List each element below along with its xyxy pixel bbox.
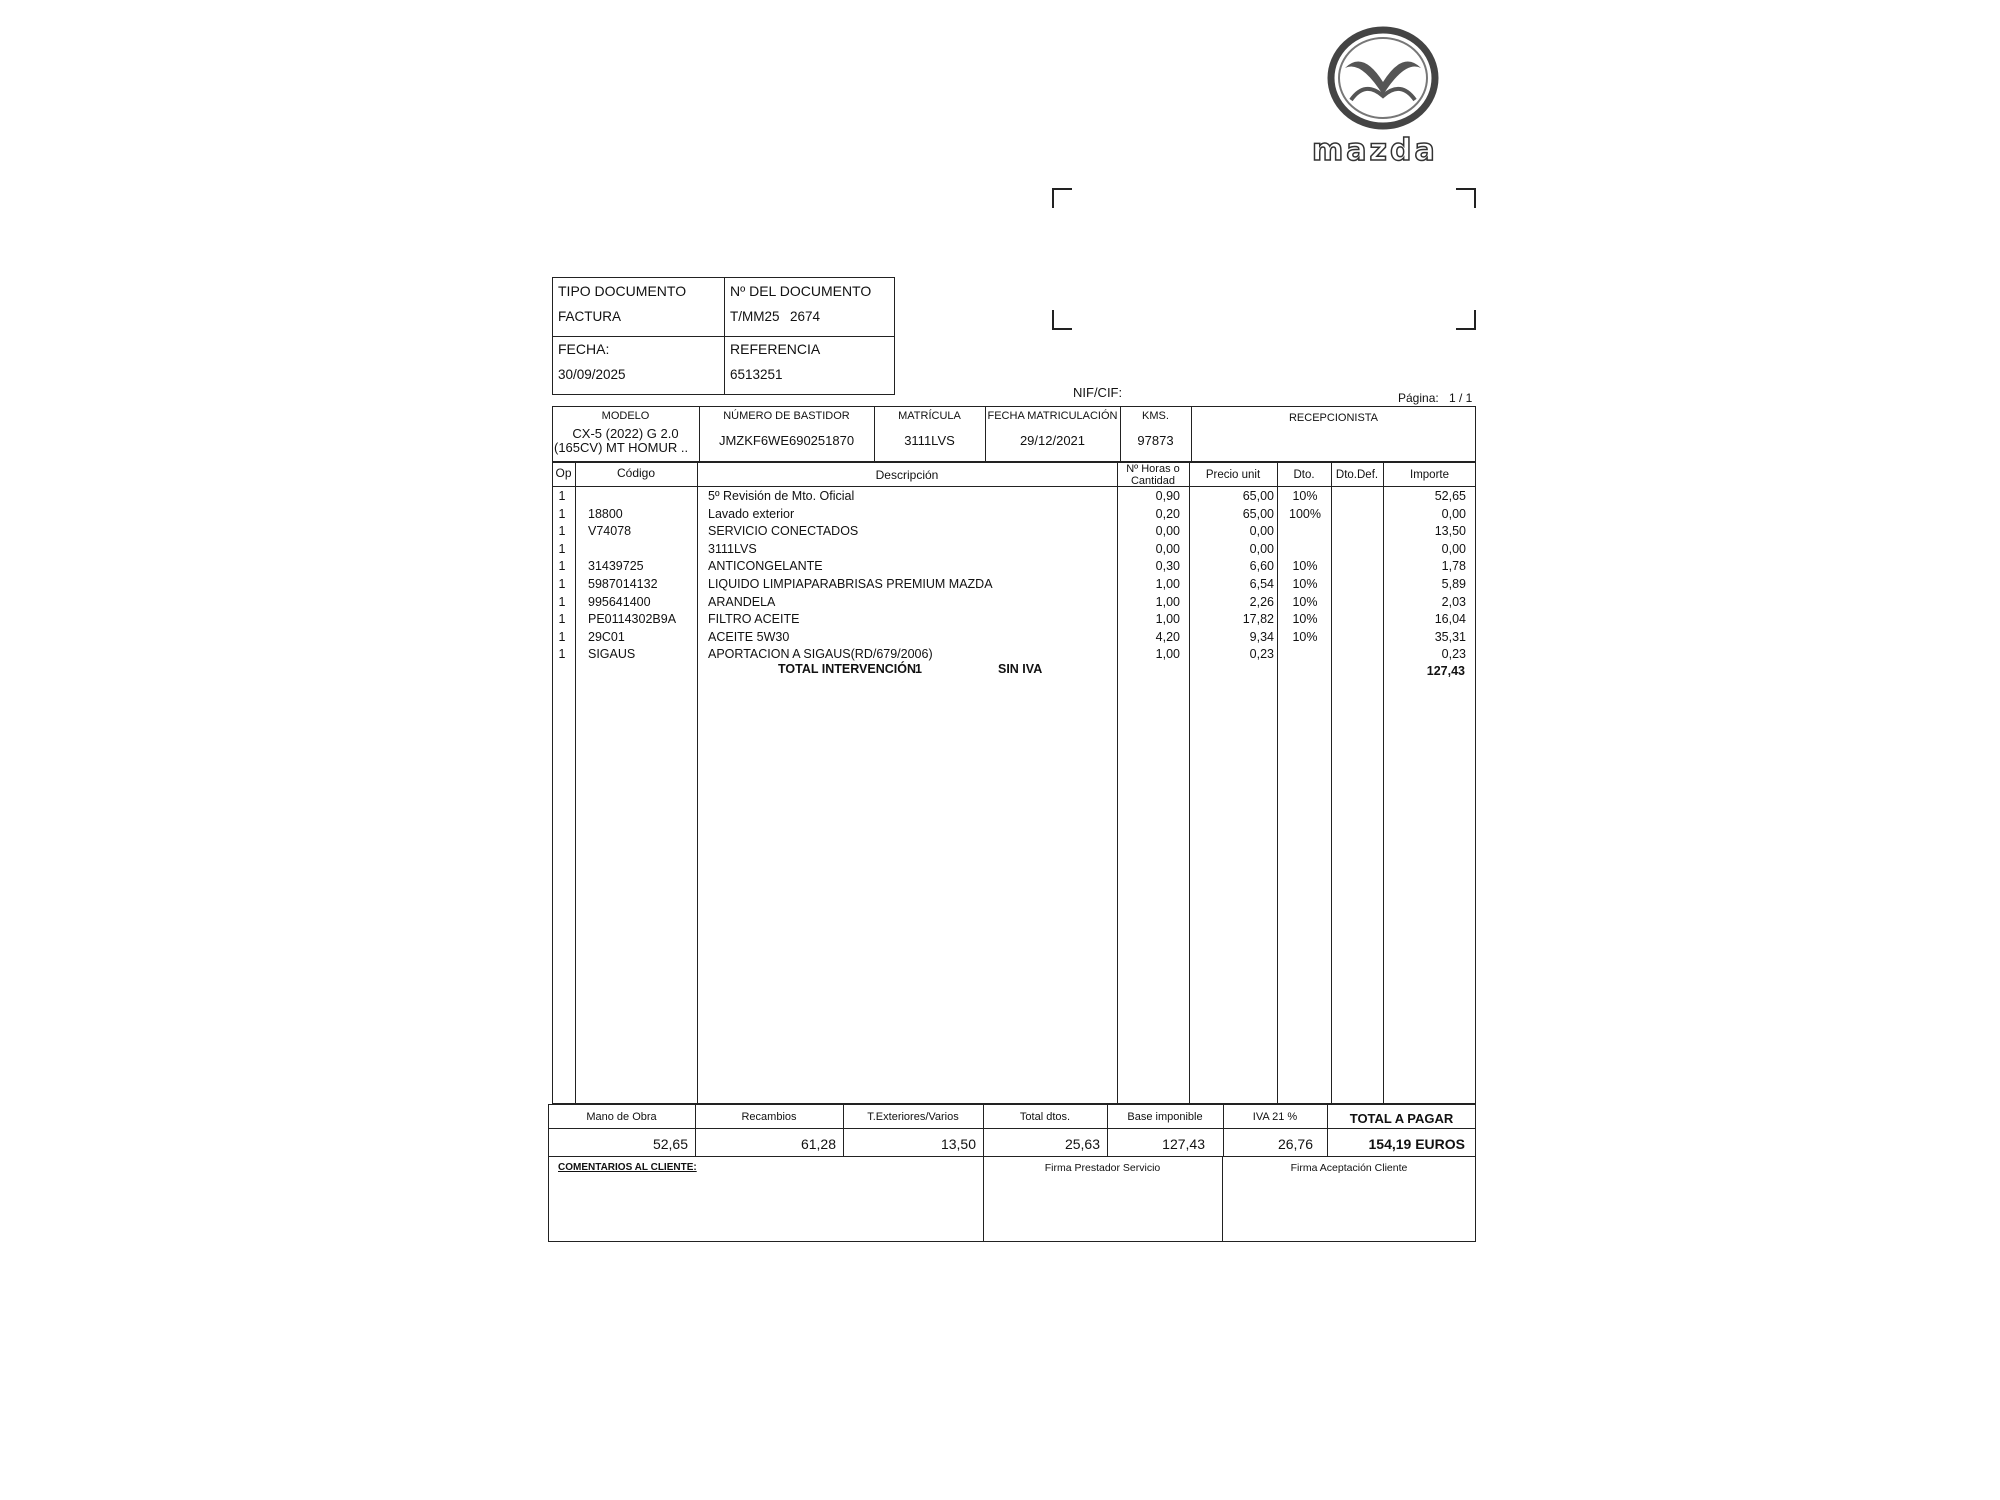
row-precio: 0,23 <box>1249 647 1274 662</box>
row-descripcion: 3111LVS <box>708 541 757 556</box>
modelo-value-line1: CX-5 (2022) G 2.0 <box>572 426 679 441</box>
row-cantidad: 0,20 <box>1155 506 1180 521</box>
row-descripcion: 5º Revisión de Mto. Oficial <box>708 489 855 503</box>
row-importe: 1,78 <box>1441 559 1466 574</box>
fecha-matriculacion-label: FECHA MATRICULACIÓN <box>987 410 1118 422</box>
row-precio: 6,54 <box>1249 577 1274 591</box>
total-a-pagar-label: TOTAL A PAGAR <box>1349 1111 1454 1126</box>
kms-value: 97873 <box>1137 433 1174 448</box>
row-descripcion: Lavado exterior <box>708 506 795 521</box>
row-op: 1 <box>558 629 566 644</box>
row-precio: 65,00 <box>1242 506 1274 521</box>
crop-mark-top-left <box>1052 188 1072 208</box>
nif-cif-label: NIF/CIF: <box>1073 385 1123 400</box>
total-intervencion-number: 1 <box>915 662 922 676</box>
col-header-horas-line1: Nº Horas o <box>1126 463 1180 475</box>
col-header-horas-line2: Cantidad <box>1130 475 1176 487</box>
matricula-value: 3111LVS <box>904 433 955 448</box>
numero-documento-value: 2674 <box>790 309 821 324</box>
fecha-matriculacion-value: 29/12/2021 <box>1019 433 1086 448</box>
numero-documento-label: Nº DEL DOCUMENTO <box>730 283 872 299</box>
recambios-value: 61,28 <box>800 1136 836 1152</box>
row-importe: 13,50 <box>1434 524 1466 539</box>
table-row <box>552 542 1476 559</box>
total-a-pagar-value: 154,19 EUROS <box>1368 1136 1465 1152</box>
row-descripcion: ARANDELA <box>708 594 776 609</box>
row-dto: 10% <box>1292 489 1318 503</box>
row-op: 1 <box>558 506 566 521</box>
base-imponible-value: 127,43 <box>1162 1136 1205 1152</box>
row-importe: 16,04 <box>1434 612 1466 627</box>
row-codigo: 18800 <box>588 506 623 521</box>
numero-documento-series: T/MM25 <box>730 309 780 324</box>
col-header-descripcion: Descripción <box>875 468 939 482</box>
col-header-dto-def: Dto.Def. <box>1335 469 1379 481</box>
row-cantidad: 4,20 <box>1155 629 1180 644</box>
row-precio: 2,26 <box>1249 594 1274 609</box>
matricula-label: MATRÍCULA <box>898 410 961 422</box>
row-op: 1 <box>558 612 566 627</box>
row-precio: 9,34 <box>1249 629 1274 644</box>
pagina-label: Página: <box>1398 391 1439 405</box>
row-cantidad: 1,00 <box>1155 612 1180 627</box>
row-cantidad: 0,90 <box>1155 489 1180 503</box>
row-cantidad: 0,00 <box>1155 541 1180 556</box>
row-op: 1 <box>558 524 566 539</box>
recepcionista-label: RECEPCIONISTA <box>1288 412 1379 424</box>
row-descripcion: LIQUIDO LIMPIAPARABRISAS PREMIUM MAZDA <box>708 577 993 591</box>
total-dtos-value: 25,63 <box>1064 1136 1100 1152</box>
table-row <box>552 595 1476 612</box>
referencia-value: 6513251 <box>730 367 783 382</box>
row-dto: 10% <box>1292 629 1318 644</box>
row-codigo: SIGAUS <box>588 647 636 662</box>
modelo-label: MODELO <box>601 410 650 422</box>
table-row <box>552 559 1476 576</box>
row-precio: 0,00 <box>1249 541 1274 556</box>
row-codigo: 31439725 <box>588 559 644 574</box>
recambios-label: Recambios <box>741 1111 797 1123</box>
row-dto: 10% <box>1292 559 1318 574</box>
row-precio: 65,00 <box>1242 489 1274 503</box>
mano-obra-label: Mano de Obra <box>586 1111 657 1123</box>
row-importe: 0,00 <box>1441 541 1466 556</box>
col-header-precio: Precio unit <box>1205 469 1261 481</box>
row-importe: 0,00 <box>1441 506 1466 521</box>
row-op: 1 <box>558 489 566 503</box>
exteriores-value: 13,50 <box>940 1136 976 1152</box>
col-header-codigo: Código <box>616 466 656 480</box>
table-row <box>552 524 1476 541</box>
row-cantidad: 1,00 <box>1155 577 1180 591</box>
table-row <box>552 489 1476 506</box>
base-imponible-label: Base imponible <box>1127 1111 1203 1123</box>
row-codigo: 5987014132 <box>588 577 658 591</box>
table-row <box>552 630 1476 647</box>
row-precio: 0,00 <box>1249 524 1274 539</box>
iva-value: 26,76 <box>1277 1136 1313 1152</box>
row-dto: 10% <box>1292 594 1318 609</box>
row-cantidad: 1,00 <box>1155 594 1180 609</box>
row-op: 1 <box>558 647 566 662</box>
col-header-importe: Importe <box>1410 469 1449 481</box>
exteriores-label: T.Exteriores/Varios <box>867 1111 959 1123</box>
row-descripcion: ANTICONGELANTE <box>708 559 823 574</box>
mano-obra-value: 52,65 <box>652 1136 688 1152</box>
row-op: 1 <box>558 541 566 556</box>
row-descripcion: APORTACION A SIGAUS(RD/679/2006) <box>708 647 933 662</box>
row-codigo: PE0114302B9A <box>588 612 677 627</box>
referencia-label: REFERENCIA <box>730 341 821 357</box>
kms-label: KMS. <box>1142 410 1169 422</box>
iva-label: IVA 21 % <box>1252 1111 1298 1123</box>
row-cantidad: 0,30 <box>1155 559 1180 574</box>
row-dto: 10% <box>1292 577 1318 591</box>
row-descripcion: FILTRO ACEITE <box>708 612 800 627</box>
crop-mark-bottom-right <box>1456 310 1476 330</box>
bastidor-label: NÚMERO DE BASTIDOR <box>723 410 850 422</box>
row-descripcion: SERVICIO CONECTADOS <box>708 524 859 539</box>
row-importe: 52,65 <box>1434 489 1466 503</box>
row-importe: 35,31 <box>1434 629 1466 644</box>
bastidor-value: JMZKF6WE690251870 <box>718 433 855 448</box>
row-precio: 17,82 <box>1242 612 1274 627</box>
pagina-value: 1 / 1 <box>1449 391 1473 405</box>
total-intervencion-value: 127,43 <box>1426 664 1465 678</box>
row-descripcion: ACEITE 5W30 <box>708 629 790 644</box>
row-dto: 10% <box>1292 612 1318 627</box>
crop-mark-top-right <box>1456 188 1476 208</box>
row-op: 1 <box>558 594 566 609</box>
fecha-label: FECHA: <box>558 341 610 357</box>
modelo-value-line2: (165CV) MT HOMUR .. <box>554 440 689 455</box>
fecha-value: 30/09/2025 <box>558 367 626 382</box>
row-codigo: 995641400 <box>588 594 651 609</box>
firma-cliente-label: Firma Aceptación Cliente <box>1290 1162 1408 1174</box>
row-importe: 5,89 <box>1441 577 1466 591</box>
col-header-op: Op <box>555 466 572 480</box>
row-codigo: 29C01 <box>588 629 625 644</box>
total-intervencion-label: TOTAL INTERVENCIÓN <box>778 662 916 676</box>
firma-prestador-label: Firma Prestador Servicio <box>1044 1162 1161 1174</box>
tipo-documento-label: TIPO DOCUMENTO <box>558 283 687 299</box>
mazda-wordmark: mazda <box>1312 133 1438 168</box>
row-codigo: V74078 <box>588 524 632 539</box>
row-importe: 0,23 <box>1441 647 1466 662</box>
crop-mark-bottom-left <box>1052 310 1072 330</box>
comentarios-label: COMENTARIOS AL CLIENTE: <box>558 1162 697 1173</box>
row-op: 1 <box>558 577 566 591</box>
row-op: 1 <box>558 559 566 574</box>
row-cantidad: 1,00 <box>1155 647 1180 662</box>
col-header-dto: Dto. <box>1293 469 1315 481</box>
row-cantidad: 0,00 <box>1155 524 1180 539</box>
table-row <box>552 577 1476 594</box>
total-intervencion-note: SIN IVA <box>998 662 1043 676</box>
row-dto: 100% <box>1289 506 1321 521</box>
row-importe: 2,03 <box>1441 594 1466 609</box>
table-row <box>552 612 1476 629</box>
row-precio: 6,60 <box>1249 559 1274 574</box>
tipo-documento-value: FACTURA <box>558 309 622 324</box>
table-row <box>552 507 1476 524</box>
total-dtos-label: Total dtos. <box>1019 1111 1071 1123</box>
